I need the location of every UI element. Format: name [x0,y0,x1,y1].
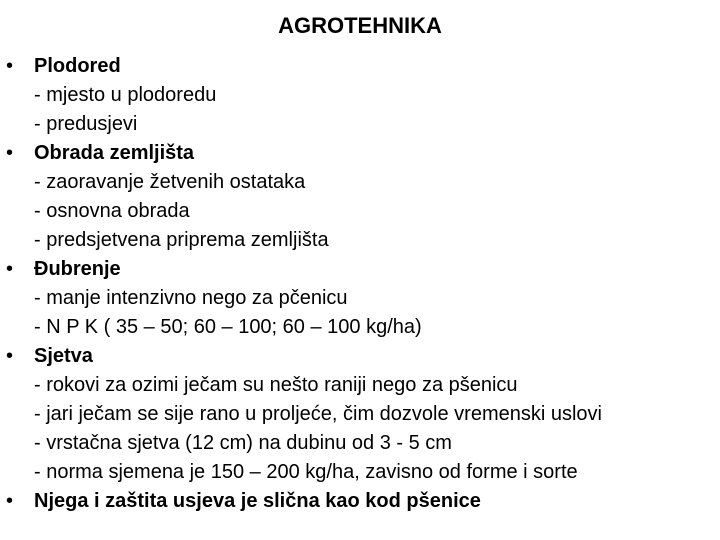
bullet-dot-icon: • [6,258,14,280]
bullet-label: Obrada zemljišta [34,142,195,164]
page-title-text: AGROTEHNIKA [278,13,442,38]
bullet-dot-icon: • [6,490,14,512]
bullet-label: Njega i zaštita usjeva je slična kao kod pšenice [34,490,481,512]
bullet-item-obrada-zemljista [0,139,720,255]
sub-item: - N P K ( 35 – 50; 60 – 100; 60 – 100 kg/ha) [34,316,422,338]
bullet-row [0,139,720,168]
bullet-row [0,52,720,81]
sub-item: - jari ječam se sije rano u proljeće, čim dozvole vremenski uslovi [34,403,602,425]
sub-item: - predusjevi [34,113,138,135]
bullet-dot-icon: • [6,55,14,77]
bullet-row [0,255,720,284]
bullet-item-dubrenje [0,255,720,342]
bullet-dot-icon: • [6,345,14,367]
bullet-dot-icon: • [6,142,14,164]
bullet-label: Sjetva [34,345,93,367]
bullet-label: Đubrenje [34,258,121,280]
bullet-item-plodored [0,52,720,139]
sub-item: - norma sjemena je 150 – 200 kg/ha, zavisno od forme i sorte [34,461,578,483]
bullet-item-njega-i-zastita [0,487,720,516]
sub-item: - zaoravanje žetvenih ostataka [34,171,306,193]
sub-item: - predsjetvena priprema zemljišta [34,229,329,251]
bullet-label: Plodored [34,55,121,77]
bullet-list [0,52,720,516]
sub-item: - vrstačna sjetva (12 cm) na dubinu od 3 - 5 cm [34,432,452,454]
bullet-row [0,487,720,516]
sub-item: - osnovna obrada [34,200,190,222]
sub-item: - rokovi za ozimi ječam su nešto raniji nego za pšenicu [34,374,518,396]
bullet-row [0,342,720,371]
page-title [0,12,720,40]
sub-item: - mjesto u plodoredu [34,84,217,106]
bullet-item-sjetva [0,342,720,487]
sub-item: - manje intenzivno nego za pčenicu [34,287,348,309]
